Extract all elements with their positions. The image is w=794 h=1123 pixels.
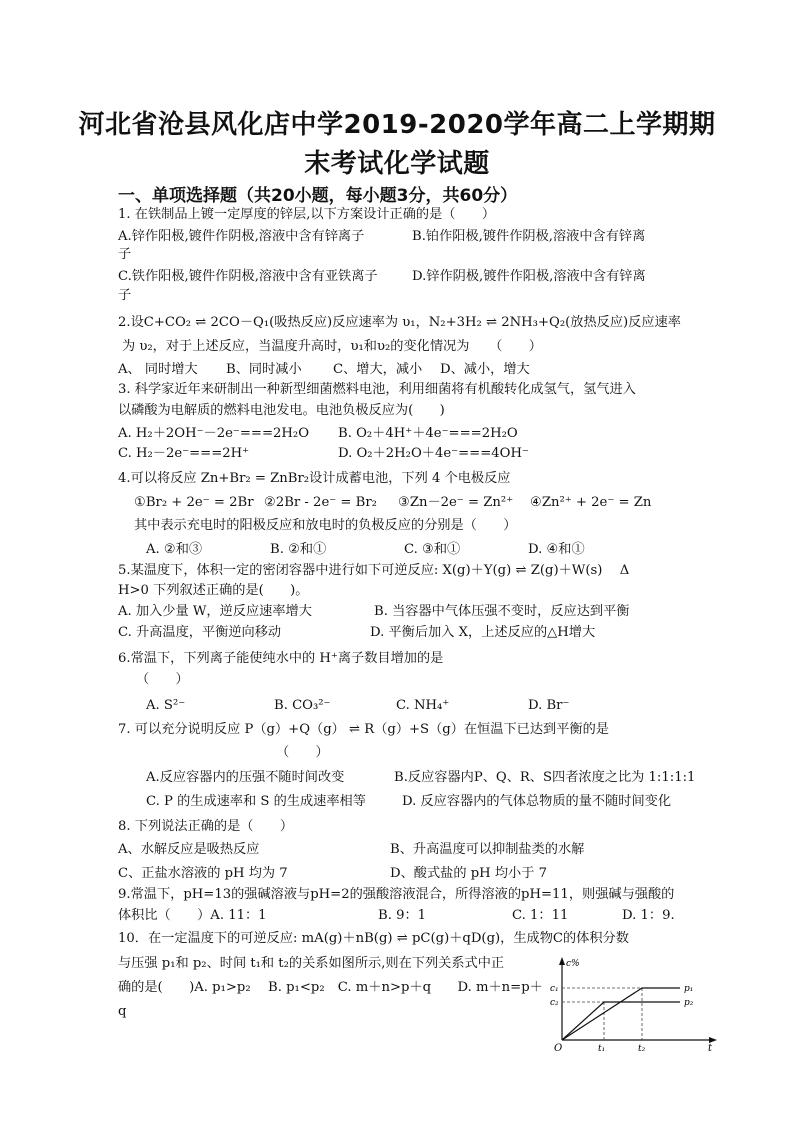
page-title-line2: 末考试化学试题 bbox=[304, 149, 490, 179]
q4-reaction-4: ④Zn²⁺ + 2e⁻ = Zn bbox=[530, 495, 652, 510]
q9-option-d: D. 1：9. bbox=[622, 908, 675, 923]
q10-stem: 10．在一定温度下的可逆反应: mA(g)＋nB(g) ⇌ pC(g)＋qD(g)，生成物C的体积分数 bbox=[118, 931, 629, 946]
q3-option-d: D. O₂＋2H₂O＋4e⁻===4OH⁻ bbox=[338, 446, 529, 461]
q8-option-c: C、正盐水溶液的 pH 均为 7 bbox=[118, 866, 288, 881]
q3-option-a: A. H₂＋2OH⁻－2e⁻===2H₂O bbox=[118, 426, 310, 441]
q1-option-d: D.锌作阴极,镀件作阳极,溶液中含有锌离 bbox=[412, 269, 646, 284]
q9-option-b: B. 9：1 bbox=[378, 908, 427, 923]
y-axis-arrow-icon bbox=[559, 957, 565, 965]
q10-stem-line3: 确的是( )A. p₁>p₂ B. p₁<p₂ C. m＋n>p＋q D. m＋n=p＋ bbox=[118, 980, 543, 995]
q2-option-b: B、同时减小 bbox=[226, 362, 302, 377]
q6-paren: （ ） bbox=[136, 672, 189, 687]
q2-stem: 2.设C+CO₂ ⇌ 2CO－Q₁(吸热反应)反应速率为 υ₁，N₂+3H₂ ⇌ 2NH₃+Q₂(放热反应)反应速率 bbox=[118, 315, 681, 330]
q3-option-b: B. O₂＋4H⁺＋4e⁻===2H₂O bbox=[338, 426, 518, 441]
t1-label: t₁ bbox=[598, 1044, 606, 1054]
q7-option-c: C. P 的生成速率和 S 的生成速率相等 bbox=[146, 794, 366, 809]
p2-curve bbox=[562, 1002, 680, 1040]
q4-stem: 4.可以将反应 Zn+Br₂ = ZnBr₂设计成蓄电池，下列 4 个电极反应 bbox=[118, 471, 511, 486]
q2-option-c: C、增大，减小 bbox=[333, 362, 423, 377]
q2-option-a: A、 同时增大 bbox=[118, 362, 198, 377]
q3-option-c: C. H₂－2e⁻===2H⁺ bbox=[118, 446, 250, 461]
q5-option-d: D. 平衡后加入 X，上述反应的△H增大 bbox=[370, 625, 596, 640]
q6-option-c: C. NH₄⁺ bbox=[396, 698, 450, 713]
q8-option-b: B、升高温度可以抑制盐类的水解 bbox=[390, 842, 585, 857]
q8-option-a: A、水解反应是吸热反应 bbox=[118, 842, 260, 857]
p2-label: p₂ bbox=[684, 998, 694, 1008]
q7-option-b: B.反应容器内P、Q、R、S四者浓度之比为 1:1:1:1 bbox=[394, 770, 696, 785]
q4-option-c: C. ③和① bbox=[404, 542, 461, 557]
q7-option-a: A.反应容器内的压强不随时间改变 bbox=[146, 770, 345, 785]
q10-stem-line2: 与压强 p₁和 p₂、时间 t₁和 t₂的关系如图所示,则在下列关系式中正 bbox=[118, 956, 505, 971]
q5-option-b: B. 当容器中气体压强不变时，反应达到平衡 bbox=[374, 604, 630, 619]
q6-option-d: D. Br⁻ bbox=[528, 698, 570, 713]
p1-label: p₁ bbox=[684, 984, 694, 994]
q6-stem: 6.常温下，下列离子能使纯水中的 H⁺离子数目增加的是 bbox=[118, 651, 444, 666]
t2-label: t₂ bbox=[638, 1044, 646, 1054]
t-label: t bbox=[708, 1043, 713, 1054]
q6-option-b: B. CO₃²⁻ bbox=[274, 698, 331, 713]
q1-option-a: A.锌作阳极,镀件作阴极,溶液中含有锌离子 bbox=[118, 229, 365, 244]
q5-stem-line2: H>0 下列叙述正确的是( )。 bbox=[118, 583, 309, 598]
q4-stem-line2: 其中表示充电时的阳极反应和放电时的负极反应的分别是（ ） bbox=[134, 518, 517, 533]
y-axis-label: c% bbox=[566, 959, 580, 969]
p1-curve bbox=[562, 988, 680, 1040]
q6-option-a: A. S²⁻ bbox=[146, 698, 186, 713]
q4-reaction-3: ③Zn－2e⁻ = Zn²⁺ bbox=[398, 495, 514, 510]
q3-stem-line2: 以磷酸为电解质的燃料电池发电。电池负极反应为( ) bbox=[118, 403, 445, 418]
q4-reaction-2: ②2Br - 2e⁻ = Br₂ bbox=[264, 495, 377, 510]
q8-stem: 8. 下列说法正确的是（ ） bbox=[118, 819, 294, 834]
c2-label: c₂ bbox=[550, 998, 559, 1008]
q5-stem: 5.某温度下，体积一定的密闭容器中进行如下可逆反应: X(g)＋Y(g) ⇌ Z(g)＋W(s) Δ bbox=[118, 563, 630, 578]
q9-option-c: C. 1：11 bbox=[512, 908, 569, 923]
origin-label: O bbox=[554, 1043, 563, 1054]
q5-option-c: C. 升高温度，平衡逆向移动 bbox=[118, 625, 282, 640]
q4-reaction-1: ①Br₂ + 2e⁻ = 2Br bbox=[134, 495, 254, 510]
c1-label: c₁ bbox=[550, 984, 559, 994]
q4-option-a: A. ②和③ bbox=[146, 542, 203, 557]
c-percent-time-graph bbox=[548, 954, 720, 1054]
q1-stem: 1. 在铁制品上镀一定厚度的锌层,以下方案设计正确的是（ ） bbox=[118, 207, 496, 222]
q2-option-d: D、减小，增大 bbox=[440, 362, 530, 377]
q1-option-d-continued: 子 bbox=[118, 288, 132, 303]
q7-stem: 7. 可以充分说明反应 P（g）+Q（g） ⇌ R（g）+S（g）在恒温下已达到平衡的是 bbox=[118, 722, 609, 737]
q1-option-b-continued: 子 bbox=[118, 247, 132, 262]
q3-stem: 3. 科学家近年来研制出一种新型细菌燃料电池，利用细菌将有机酸转化成氢气，氢气进入 bbox=[118, 382, 636, 397]
q7-option-d: D. 反应容器内的气体总物质的量不随时间变化 bbox=[402, 794, 672, 809]
q1-option-c: C.铁作阳极,镀件作阴极,溶液中含有亚铁离子 bbox=[118, 269, 378, 284]
q5-option-a: A. 加入少量 W，逆反应速率增大 bbox=[118, 604, 312, 619]
q10-stem-line4: q bbox=[118, 1004, 127, 1019]
q4-option-b: B. ②和① bbox=[270, 542, 327, 557]
q8-option-d: D、酸式盐的 pH 均小于 7 bbox=[390, 866, 547, 881]
section-heading: 一、单项选择题（共20小题，每小题3分，共60分） bbox=[118, 186, 518, 206]
q9-stem-line2: 体积比（ ）A. 11：1 bbox=[118, 908, 267, 923]
q7-paren: （ ） bbox=[276, 745, 329, 760]
q1-option-b: B.铂作阳极,镀件作阴极,溶液中含有锌离 bbox=[412, 229, 646, 244]
page-title-line1: 河北省沧县风化店中学2019-2020学年高二上学期期 bbox=[78, 110, 716, 140]
q4-option-d: D. ④和① bbox=[528, 542, 585, 557]
q2-stem-line2: 为 υ₂，对于上述反应，当温度升高时，υ₁和υ₂的变化情况为 （ ） bbox=[122, 339, 542, 354]
q9-stem: 9.常温下，pH=13的强碱溶液与pH=2的强酸溶液混合，所得溶液的pH=11，则强碱与强酸的 bbox=[118, 887, 675, 902]
